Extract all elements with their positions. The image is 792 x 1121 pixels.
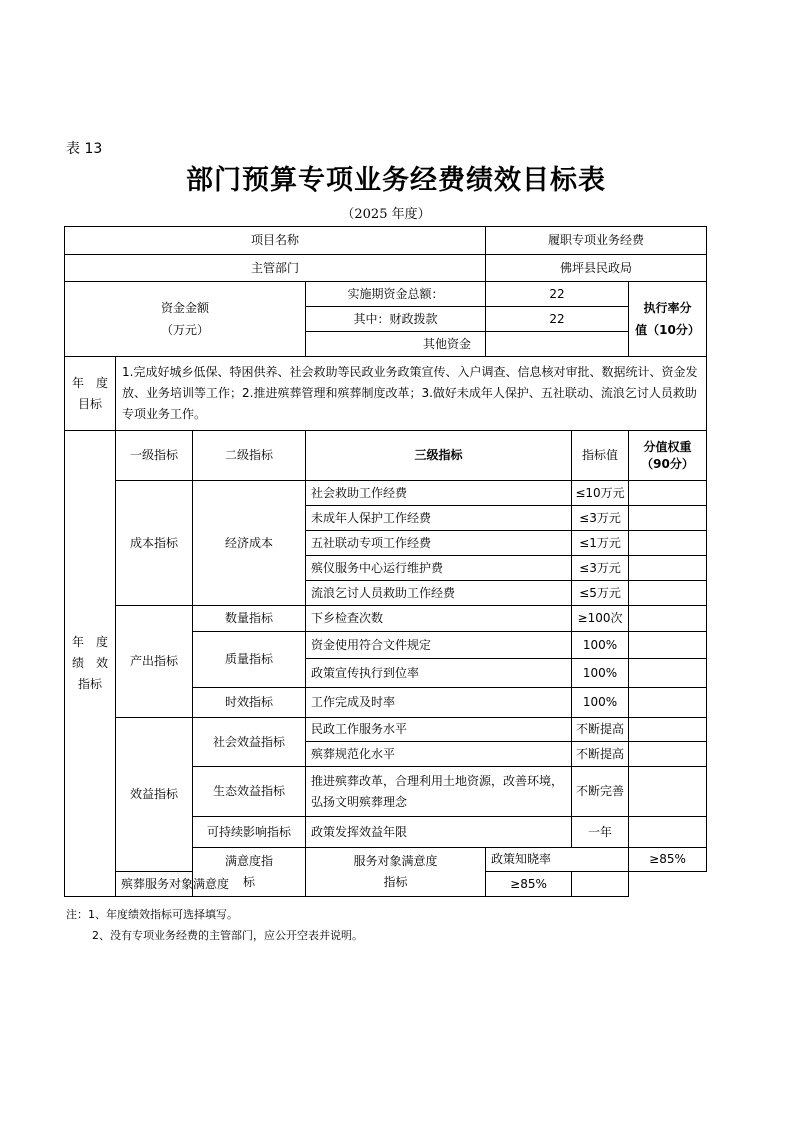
note-1: 注：1、年度绩效指标可选择填写。 xyxy=(66,908,238,921)
indicator-name: 资金使用符合文件规定 xyxy=(306,632,572,659)
year-subtitle: （2025 年度） xyxy=(341,207,431,222)
header-weight-line2: （90分） xyxy=(641,456,694,471)
indicator-value: ≥85% xyxy=(629,848,707,872)
funds-fiscal-label: 其中：财政拨款 xyxy=(306,307,486,332)
project-name-label: 项目名称 xyxy=(65,227,486,255)
department-value: 佛坪县民政局 xyxy=(486,255,707,282)
indicator-section-line2: 绩 效 xyxy=(71,656,108,670)
indicator-section-label xyxy=(65,431,116,897)
indicator-weight xyxy=(629,742,707,767)
header-value: 指标值 xyxy=(572,431,629,481)
indicator-section-line1: 年 度 xyxy=(71,635,108,649)
funds-total-label: 实施期资金总额： xyxy=(306,282,486,307)
indicator-weight xyxy=(629,817,707,848)
annual-goal-text: 1.完成好城乡低保、特困供养、社会救助等民政业务政策宣传、入户调查、信息核对审批、数据统计、资金发放、业务培训等工作；2.推进殡葬管理和殡葬制度改革；3.做好未成年人保护、五社联动、流浪乞讨人员救助专项业务工作。 xyxy=(116,357,707,431)
indicator-weight xyxy=(629,688,707,718)
department-row xyxy=(65,255,707,282)
indicator-value: ≤1万元 xyxy=(572,531,629,556)
indicator-name: 工作完成及时率 xyxy=(306,688,572,718)
table-row xyxy=(65,718,707,742)
subgroup-eco-benefit: 生态效益指标 xyxy=(193,767,306,817)
indicator-value: 不断提高 xyxy=(572,718,629,742)
annual-goal-row xyxy=(65,357,707,431)
indicator-name: 政策发挥效益年限 xyxy=(306,817,572,848)
indicator-value: 100% xyxy=(572,632,629,659)
indicator-value: ≤10万元 xyxy=(572,481,629,506)
note-2: 2、没有专项业务经费的主管部门，应公开空表并说明。 xyxy=(92,929,363,942)
indicator-weight xyxy=(629,556,707,581)
indicator-value: 100% xyxy=(572,688,629,718)
indicator-name: 未成年人保护工作经费 xyxy=(306,506,572,531)
notes xyxy=(66,904,363,946)
header-level3: 三级指标 xyxy=(306,431,572,481)
indicator-name: 政策宣传执行到位率 xyxy=(306,659,572,688)
funds-other-label: 其他资金 xyxy=(306,332,486,357)
funds-row-total xyxy=(65,282,707,307)
indicator-header-row xyxy=(65,431,707,481)
group-benefit: 效益指标 xyxy=(116,718,193,872)
subgroup-service-satisfaction xyxy=(306,848,486,897)
subgroup-service-line1: 服务对象满意度 xyxy=(353,854,438,868)
indicator-weight xyxy=(629,481,707,506)
header-weight xyxy=(629,431,707,481)
header-level2: 二级指标 xyxy=(193,431,306,481)
indicator-name: 社会救助工作经费 xyxy=(306,481,572,506)
exec-rate-label xyxy=(629,282,707,357)
indicator-weight xyxy=(572,872,629,897)
indicator-name: 殡葬规范化水平 xyxy=(306,742,572,767)
indicator-weight xyxy=(629,632,707,659)
indicator-weight xyxy=(629,506,707,531)
subgroup-economic-cost: 经济成本 xyxy=(193,481,306,606)
indicator-weight xyxy=(629,581,707,606)
indicator-value: ≤3万元 xyxy=(572,556,629,581)
exec-rate-line1: 执行率分 xyxy=(643,300,692,315)
indicator-name: 流浪乞讨人员救助工作经费 xyxy=(306,581,572,606)
indicator-weight xyxy=(629,606,707,632)
group-cost: 成本指标 xyxy=(116,481,193,606)
indicator-value: ≥100次 xyxy=(572,606,629,632)
indicator-name: 下乡检查次数 xyxy=(306,606,572,632)
table-row xyxy=(65,606,707,632)
annual-goal-label xyxy=(65,357,116,431)
table-number: 表 13 xyxy=(66,141,103,157)
page-title: 部门预算专项业务经费绩效目标表 xyxy=(186,165,606,196)
department-label: 主管部门 xyxy=(65,255,486,282)
indicator-weight xyxy=(629,659,707,688)
funds-other-value xyxy=(486,332,629,357)
header-weight-line1: 分值权重 xyxy=(643,440,692,455)
header-level1: 一级指标 xyxy=(116,431,193,481)
subgroup-quantity: 数量指标 xyxy=(193,606,306,632)
funds-label-line2: （万元） xyxy=(160,323,209,337)
indicator-weight xyxy=(629,767,707,817)
indicator-weight xyxy=(629,718,707,742)
indicator-value: 一年 xyxy=(572,817,629,848)
indicator-weight xyxy=(629,531,707,556)
funds-label xyxy=(65,282,306,357)
group-satisfaction-line1: 满意度指 xyxy=(224,854,273,868)
funds-label-line1: 资金金额 xyxy=(160,300,209,315)
indicator-value: 100% xyxy=(572,659,629,688)
indicator-value: ≥85% xyxy=(486,872,572,897)
annual-goal-label-line1: 年 度 xyxy=(71,375,108,390)
funds-fiscal-value: 22 xyxy=(486,307,629,332)
project-name-row xyxy=(65,227,707,255)
subgroup-service-line2: 指标 xyxy=(383,875,408,889)
indicator-value: ≤3万元 xyxy=(572,506,629,531)
performance-table-wrapper xyxy=(64,226,707,897)
indicator-name: 殡仪服务中心运行维护费 xyxy=(306,556,572,581)
indicator-name: 殡葬服务对象满意度 xyxy=(116,872,306,897)
group-satisfaction-line2: 标 xyxy=(242,875,255,889)
annual-goal-label-line2: 目标 xyxy=(77,396,102,411)
subgroup-social-benefit: 社会效益指标 xyxy=(193,718,306,767)
indicator-section-line3: 指标 xyxy=(77,677,102,691)
funds-total-value: 22 xyxy=(486,282,629,307)
indicator-name: 民政工作服务水平 xyxy=(306,718,572,742)
project-name-value: 履职专项业务经费 xyxy=(486,227,707,255)
exec-rate-line2: 值（10分） xyxy=(635,323,700,337)
indicator-name: 推进殡葬改革，合理利用土地资源，改善环境，弘扬文明殡葬理念 xyxy=(306,767,572,817)
group-output: 产出指标 xyxy=(116,606,193,718)
indicator-name: 五社联动专项工作经费 xyxy=(306,531,572,556)
subgroup-quality: 质量指标 xyxy=(193,632,306,688)
subgroup-timeliness: 时效指标 xyxy=(193,688,306,718)
table-row xyxy=(65,481,707,506)
indicator-value: ≤5万元 xyxy=(572,581,629,606)
indicator-name: 政策知晓率 xyxy=(486,848,629,872)
indicator-value: 不断提高 xyxy=(572,742,629,767)
performance-table xyxy=(64,226,707,897)
indicator-value: 不断完善 xyxy=(572,767,629,817)
subgroup-sustainable: 可持续影响指标 xyxy=(193,817,306,848)
